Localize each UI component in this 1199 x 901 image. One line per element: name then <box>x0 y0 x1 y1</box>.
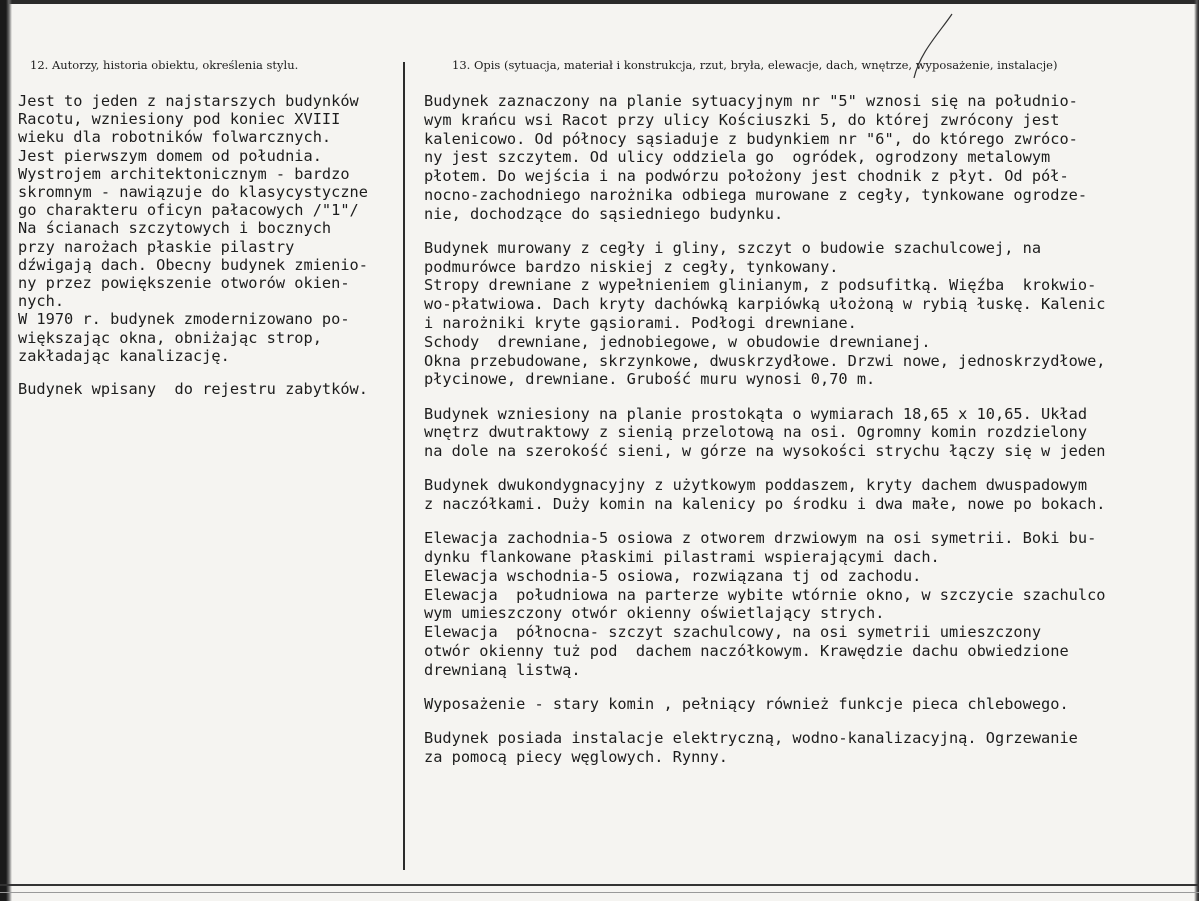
section-13-line: Elewacja wschodnia-5 osiowa, rozwiązana tj od zachodu. <box>424 566 922 585</box>
scan-left-edge <box>0 0 12 901</box>
section-12-line: Jest to jeden z najstarszych budynków <box>18 92 359 110</box>
faint-smudge <box>28 800 98 830</box>
section-12-line: wieku dla robotników folwarcznych. <box>18 128 332 147</box>
section-12-line: skromnym - nawiązuje do klasycystyczne <box>18 183 368 202</box>
section-12-line: Budynek wpisany do rejestru zabytków. <box>18 380 368 399</box>
scan-right-edge <box>1194 0 1199 901</box>
section-13-line: Budynek dwukondygnacyjny z użytkowym poddaszem, kryty dachem dwuspadowym <box>424 476 1088 495</box>
section-12-line: zakładając kanalizację. <box>18 346 230 365</box>
section-13-line <box>424 514 1194 529</box>
section-13-heading: 13. Opis (sytuacja, materiał i konstrukcja, rzut, bryła, elewacje, dach, wnętrze, wyposażenie, instalacje) <box>452 58 1058 72</box>
section-13-line: Schody drewniane, jednobiegowe, w obudowie drewnianej. <box>424 332 931 351</box>
section-13-line: płycinowe, drewniane. Grubość muru wynosi 0,70 m. <box>424 370 876 389</box>
section-12-line: Wystrojem architektonicznym - bardzo <box>18 164 350 183</box>
section-13-line: otwór okienny tuż pod dachem naczółkowym. Krawędzie dachu obwiedzione <box>424 641 1069 660</box>
section-13-line: i narożniki kryte gąsiorami. Podłogi drewniane. <box>424 314 857 333</box>
section-13-line: nie, dochodzące do sąsiedniego budynku. <box>424 204 784 223</box>
section-12-body <box>18 92 410 399</box>
section-13-line: Budynek zaznaczony na planie sytuacyjnym nr "5" wznosi się na południo- <box>424 92 1078 110</box>
section-13-line: Stropy drewniane z wypełnieniem glinianym, z podsufitką. Więźba krokwio- <box>424 276 1097 295</box>
section-12-line <box>18 365 410 380</box>
section-13-line: Okna przebudowane, skrzynkowe, dwuskrzydłowe. Drzwi nowe, jednoskrzydłowe, <box>424 351 1106 370</box>
section-13-line: kalenicowo. Od północy sąsiaduje z budynkiem nr "6", do którego zwróco- <box>424 129 1078 148</box>
section-13-line: wym krańcu wsi Racot przy ulicy Kościuszki 5, do której zwrócony jest <box>424 110 1060 129</box>
section-12-line: przy narożach płaskie pilastry <box>18 237 295 256</box>
section-12-line: nych. <box>18 292 65 311</box>
section-13-line: Elewacja północna- szczyt szachulcowy, na osi symetrii umieszczony <box>424 623 1042 642</box>
section-13-line: nocno-zachodniego narożnika odbiega murowane z cegły, tynkowane ogrodze- <box>424 185 1088 204</box>
section-13-line <box>424 714 1194 729</box>
section-13-line: dynku flankowane płaskimi pilastrami wspierającymi dach. <box>424 547 940 566</box>
section-13-line <box>424 680 1194 695</box>
section-13-line: podmurówce bardzo niskiej z cegły, tynkowany. <box>424 257 839 276</box>
scan-top-edge <box>0 0 1199 4</box>
section-12-line: ny przez powiększenie otworów okien- <box>18 274 350 293</box>
section-13-line: drewnianą listwą. <box>424 660 581 679</box>
section-13-line: Elewacja południowa na parterze wybite wtórnie okno, w szczycie szachulco <box>424 585 1106 604</box>
section-13-body <box>424 92 1194 766</box>
bottom-rule-secondary <box>0 892 1199 893</box>
section-13-line: wnętrz dwutraktowy z sienią przelotową na osi. Ogromny komin rozdzielony <box>424 423 1088 442</box>
section-13-line: Budynek posiada instalacje elektryczną, wodno-kanalizacyjną. Ogrzewanie <box>424 728 1078 747</box>
section-12-line: go charakteru oficyn pałacowych /"1"/ <box>18 201 359 220</box>
section-12-line: Jest pierwszym domem od południa. <box>18 146 322 165</box>
section-13-line: Elewacja zachodnia-5 osiowa z otworem drzwiowym na osi symetrii. Boki bu- <box>424 529 1097 548</box>
section-12-line: większając okna, obniżając strop, <box>18 328 322 347</box>
bottom-rule <box>0 884 1199 886</box>
section-13-line: Budynek wzniesiony na planie prostokąta o wymiarach 18,65 x 10,65. Układ <box>424 404 1088 423</box>
section-13-line: na dole na szerokość sieni, w górze na wysokości strychu łączy się w jeden <box>424 442 1106 461</box>
section-13-line: z naczółkami. Duży komin na kalenicy po środku i dwa małe, nowe po bokach. <box>424 495 1106 514</box>
section-12-line: Na ścianach szczytowych i bocznych <box>18 219 332 238</box>
section-13-line: ny jest szczytem. Od ulicy oddziela go ogródek, ogrodzony metalowym <box>424 148 1051 167</box>
section-13-line: Wyposażenie - stary komin , pełniący również funkcje pieca chlebowego. <box>424 694 1069 713</box>
section-13-line: wo-płatwiowa. Dach kryty dachówką karpiówką ułożoną w rybią łuskę. Kalenic <box>424 295 1106 314</box>
section-13-line: płotem. Do wejścia i na podwórzu położony jest chodnik z płyt. Od pół- <box>424 167 1069 186</box>
section-13-line <box>424 224 1194 239</box>
section-13-line: za pomocą piecy węglowych. Rynny. <box>424 747 728 766</box>
section-13-line: Budynek murowany z cegły i gliny, szczyt o budowie szachulcowej, na <box>424 238 1042 257</box>
section-12-heading: 12. Autorzy, historia obiektu, określenia stylu. <box>30 58 299 72</box>
section-13-line: wym umieszczony otwór okienny oświetlający strych. <box>424 604 885 623</box>
section-12-line: dźwigają dach. Obecny budynek zmienio- <box>18 255 368 274</box>
section-12-line: W 1970 r. budynek zmodernizowano po- <box>18 310 350 329</box>
section-12-line: Racotu, wzniesiony pod koniec XVIII <box>18 110 341 129</box>
section-13-line <box>424 389 1194 404</box>
section-13-line <box>424 461 1194 476</box>
